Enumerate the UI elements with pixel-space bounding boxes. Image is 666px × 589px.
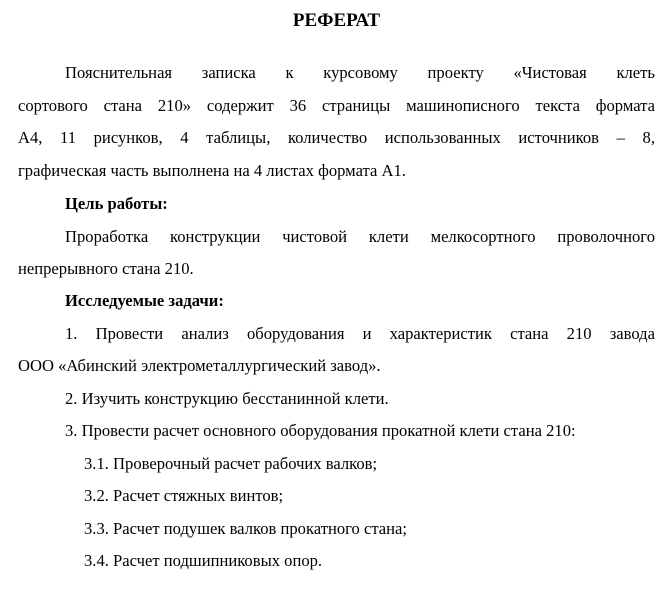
goal-line: Проработка конструкции чистовой клети мелкосортного проволочного — [65, 226, 655, 246]
document-title: РЕФЕРАТ — [292, 10, 381, 31]
goal-section — [18, 188, 655, 286]
intro-line: сортового стана 210» содержит 36 страницы машинописного текста формата — [18, 95, 655, 115]
subtask-item: 3.4. Расчет подшипниковых опор. — [84, 551, 323, 570]
task-item: 3. Провести расчет основного оборудования прокатной клети стана 210: — [65, 421, 576, 440]
tasks-section — [18, 285, 655, 578]
task-item: 1. Провести анализ оборудования и характеристик стана 210 завода — [65, 323, 655, 343]
task-item: 2. Изучить конструкцию бесстанинной клети. — [65, 388, 389, 408]
goal-heading: Цель работы: — [65, 194, 168, 213]
intro-line: А4, 11 рисунков, 4 таблицы, количество использованных источников – 8, — [18, 128, 655, 147]
tasks-heading: Исследуемые задачи: — [65, 291, 224, 310]
task-item: ООО «Абинский электрометаллургический завод». — [18, 356, 381, 375]
intro-line: Пояснительная записка к курсовому проекту «Чистовая клеть — [65, 63, 655, 82]
goal-line: непрерывного стана 210. — [18, 259, 194, 278]
subtask-item: 3.1. Проверочный расчет рабочих валков; — [84, 453, 378, 473]
subtask-item: 3.3. Расчет подушек валков прокатного стана; — [84, 518, 408, 538]
subtask-item: 3.2. Расчет стяжных винтов; — [84, 486, 284, 505]
intro-line: графическая часть выполнена на 4 листах формата А1. — [18, 160, 406, 180]
intro-paragraph — [18, 57, 655, 187]
